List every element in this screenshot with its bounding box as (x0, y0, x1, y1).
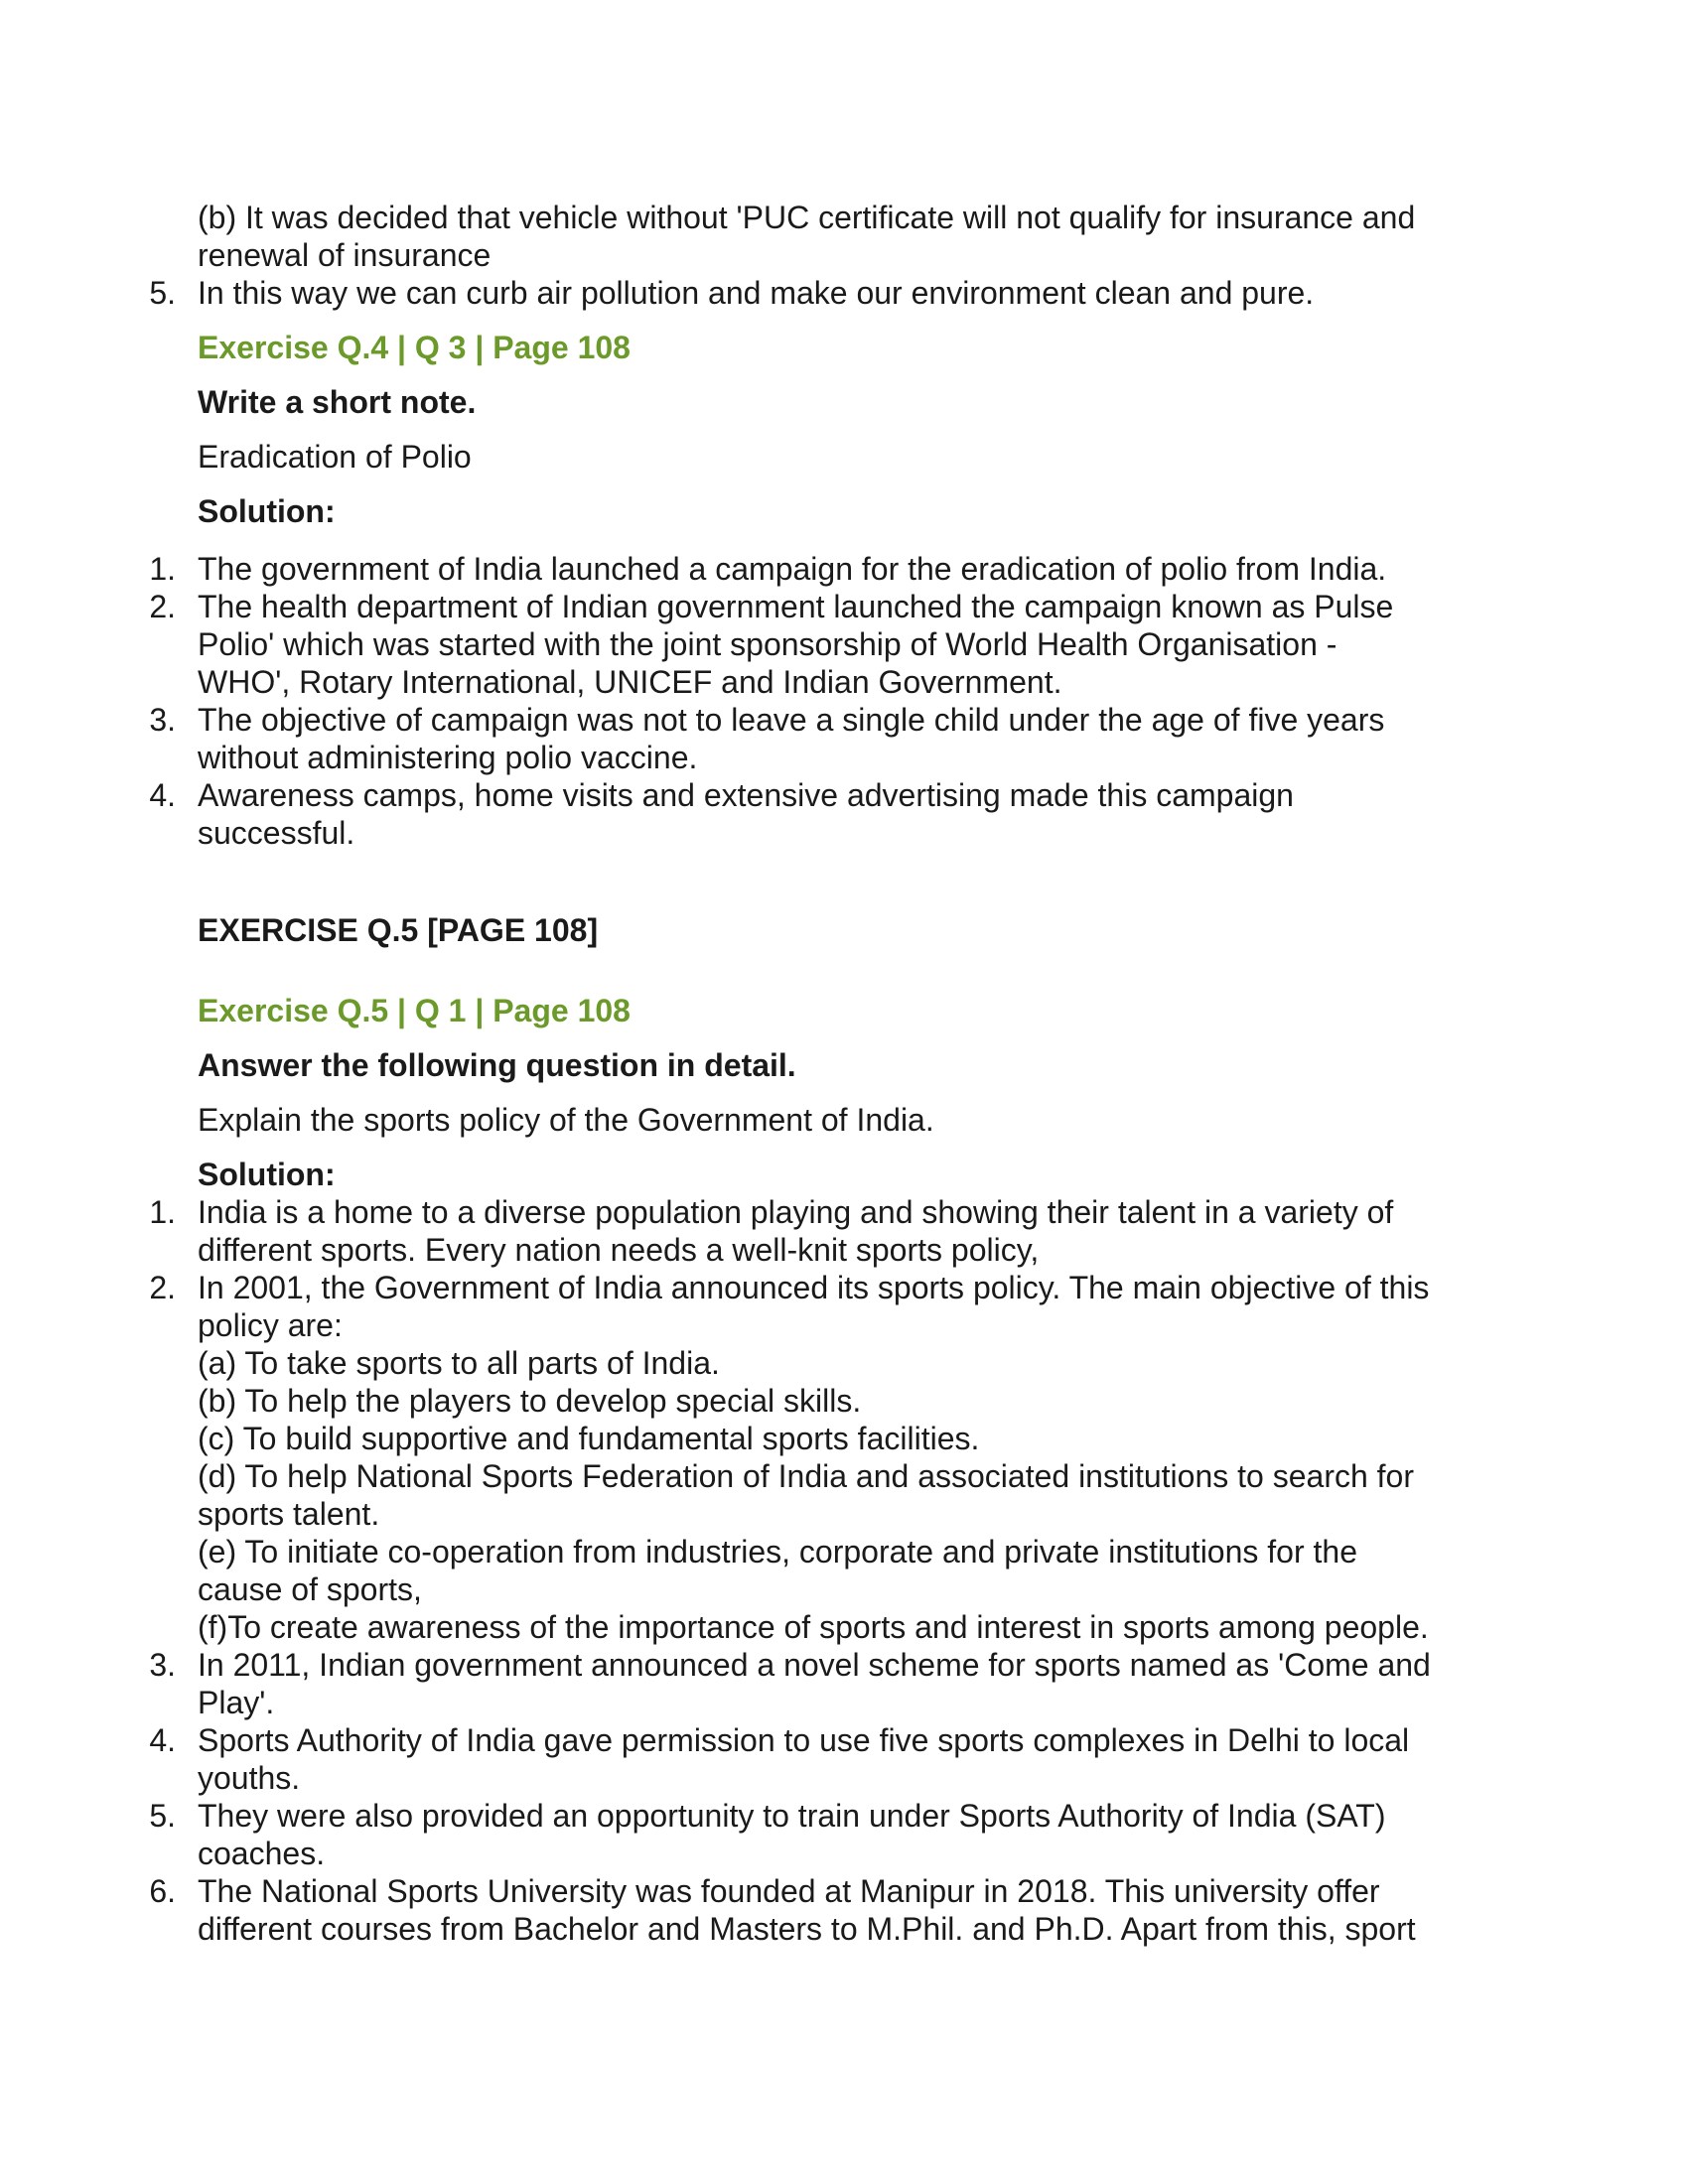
list-item-text: The government of India launched a campaign for the eradication of polio from India. (198, 551, 1387, 587)
item-b-line-1: (b) It was decided that vehicle without 'PUC certificate will not qualify for insurance and (198, 200, 1416, 235)
question-text: Eradication of Polio (198, 439, 472, 475)
list-item-text: WHO', Rotary International, UNICEF and Indian Government. (198, 664, 1062, 700)
list-number: 5. (149, 275, 176, 311)
list-item-text: In 2011, Indian government announced a novel scheme for sports named as 'Come and (198, 1647, 1431, 1683)
list-item-text: Polio' which was started with the joint sponsorship of World Health Organisation - (198, 626, 1337, 662)
list-item-text: sports talent. (198, 1496, 380, 1532)
list-number: 5. (149, 1798, 176, 1834)
list-item-text: Awareness camps, home visits and extensive advertising made this campaign (198, 777, 1294, 813)
list-number: 1. (149, 551, 176, 587)
list-item-text: The health department of Indian government launched the campaign known as Pulse (198, 589, 1394, 624)
list-item-text: The objective of campaign was not to leave a single child under the age of five years (198, 702, 1385, 738)
item-b-line-2: renewal of insurance (198, 237, 492, 273)
list-number: 4. (149, 777, 176, 813)
list-number: 1. (149, 1194, 176, 1230)
list-number: 2. (149, 1270, 176, 1305)
list-item-text: (b) To help the players to develop special skills. (198, 1383, 862, 1419)
list-item-text: (f)To create awareness of the importance of sports and interest in sports among people. (198, 1609, 1429, 1645)
question-heading: Exercise Q.5 | Q 1 | Page 108 (198, 993, 631, 1028)
list-item-text: The National Sports University was founded at Manipur in 2018. This university offer (198, 1873, 1380, 1909)
list-number: 4. (149, 1722, 176, 1758)
list-item-text: different sports. Every nation needs a well-knit sports policy, (198, 1232, 1040, 1268)
solution-label: Solution: (198, 493, 336, 529)
list-item-text: policy are: (198, 1307, 343, 1343)
list-item-text: successful. (198, 815, 355, 851)
list-item-text: youths. (198, 1760, 301, 1796)
list-item-text: Sports Authority of India gave permission to use five sports complexes in Delhi to local (198, 1722, 1410, 1758)
list-item-text: different courses from Bachelor and Masters to M.Phil. and Ph.D. Apart from this, sport (198, 1911, 1416, 1947)
question-heading: Exercise Q.4 | Q 3 | Page 108 (198, 330, 631, 365)
solution-label: Solution: (198, 1157, 336, 1192)
list-item-text: (d) To help National Sports Federation of India and associated institutions to search for (198, 1458, 1414, 1494)
list-item-text: (c) To build supportive and fundamental sports facilities. (198, 1421, 980, 1456)
list-number: 6. (149, 1873, 176, 1909)
list-item-text: cause of sports, (198, 1571, 422, 1607)
list-item-text: coaches. (198, 1836, 326, 1871)
list-number: 3. (149, 702, 176, 738)
list-item-text: In 2001, the Government of India announced its sports policy. The main objective of this (198, 1270, 1430, 1305)
instruction: Answer the following question in detail. (198, 1047, 796, 1083)
instruction: Write a short note. (198, 384, 477, 420)
list-number: 2. (149, 589, 176, 624)
list-item-text: They were also provided an opportunity to train under Sports Authority of India (SAT) (198, 1798, 1386, 1834)
question-text: Explain the sports policy of the Government of India. (198, 1102, 934, 1138)
list-item-text: India is a home to a diverse population playing and showing their talent in a variety of (198, 1194, 1394, 1230)
list-item-text: Play'. (198, 1685, 275, 1720)
list-item-text: (a) To take sports to all parts of India. (198, 1345, 720, 1381)
list-item-text: In this way we can curb air pollution and make our environment clean and pure. (198, 275, 1315, 311)
list-number: 3. (149, 1647, 176, 1683)
list-item-text: (e) To initiate co-operation from industries, corporate and private institutions for the (198, 1534, 1357, 1570)
list-item-text: without administering polio vaccine. (198, 740, 698, 775)
section-title: EXERCISE Q.5 [PAGE 108] (198, 912, 599, 948)
